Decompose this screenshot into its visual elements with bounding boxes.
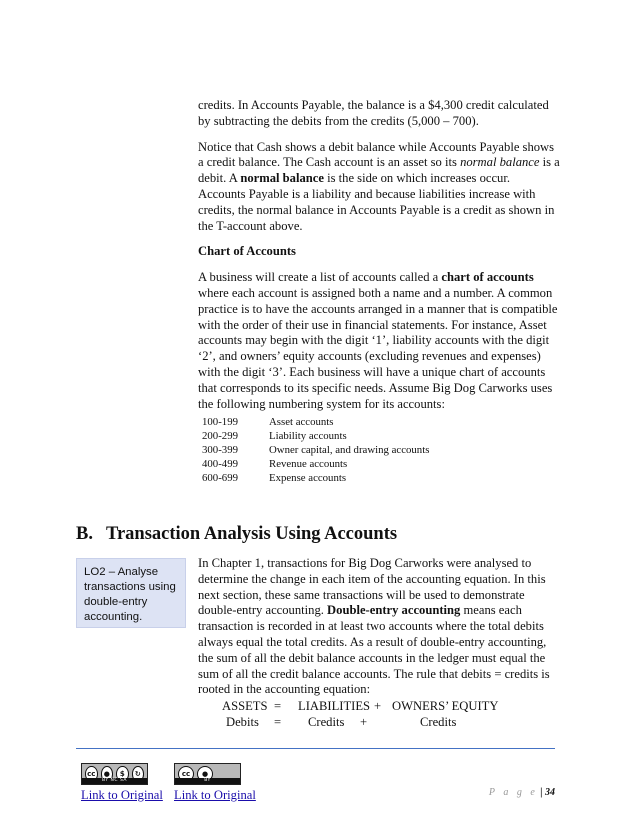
eq-owners-equity: OWNERS’ EQUITY [392, 699, 499, 713]
text-run: is the side on which increases occur. Accounts Payable is a liability and because liabilities increase with credits, the normal balance in Accounts Payable is a credit as shown in the T-account above. [198, 171, 555, 233]
cc-by-badge [174, 763, 241, 785]
person-icon: ● [101, 766, 114, 782]
table-row [202, 458, 429, 472]
account-name: Owner capital, and drawing accounts [269, 443, 430, 456]
account-range: 400-499 [202, 457, 238, 470]
page-number [489, 787, 555, 798]
italic-term: normal balance [460, 155, 540, 170]
main-text-column [198, 98, 560, 485]
section-letter: B. [76, 524, 93, 544]
table-row [202, 416, 429, 430]
paragraph-normal-balance [198, 140, 560, 235]
account-numbering-table [202, 416, 429, 485]
paragraph-chart-of-accounts [198, 270, 560, 412]
eq-debits: Debits [226, 715, 259, 729]
badge-label: BY NC SA [82, 778, 147, 784]
eq-credits: Credits [308, 715, 345, 729]
person-icon: ● [197, 766, 213, 782]
eq-plus: + [360, 715, 368, 729]
eq-equals: = [274, 699, 282, 713]
equation-row-sides [222, 715, 522, 731]
section-text-column [198, 556, 560, 708]
bold-term: chart of accounts [441, 270, 534, 285]
link-to-original-2[interactable]: Link to Original [174, 788, 256, 802]
chart-of-accounts-heading: Chart of Accounts [198, 244, 296, 259]
text-run: A business will create a list of accounts called a [198, 270, 442, 285]
account-range: 300-399 [202, 443, 238, 456]
badge-label: BY [175, 778, 240, 784]
account-name: Revenue accounts [269, 457, 348, 470]
paragraph-ap-balance: credits. In Accounts Payable, the balance is a $4,300 credit calculated by subtracting the debits from the credits (5,000 – 700). [198, 98, 549, 128]
page-separator: | [540, 787, 543, 798]
paragraph-double-entry [198, 556, 560, 698]
share-alike-icon: ↻ [132, 766, 145, 782]
eq-plus: + [374, 699, 382, 713]
text-run: means each transaction is recorded in at least two accounts where the total debits always equal the total credits. As a result of double-entry accounting, the sum of all the debit balance accounts in the ledger must equal the sum of all the credit balance accounts. The rule that debits = credits is rooted in the accounting equation: [198, 603, 550, 697]
cc-by-nc-sa-badge [81, 763, 148, 785]
eq-assets: ASSETS [222, 699, 268, 713]
footer-divider [76, 748, 555, 749]
noncommercial-icon: $ [116, 766, 129, 782]
eq-credits: Credits [420, 715, 457, 729]
page-label: P a g e [488, 787, 538, 798]
equation-row-terms [222, 699, 522, 715]
page-number-value: 34 [545, 787, 555, 798]
cc-icon: cc [178, 766, 194, 782]
eq-equals: = [274, 715, 282, 729]
text-run: Notice that Cash shows a debit balance while Accounts Payable shows a credit balance. The Cash account is an asset so its [198, 139, 555, 170]
accounting-equation [222, 699, 522, 731]
table-row [202, 430, 429, 444]
cc-icon: cc [85, 766, 98, 782]
eq-liabilities: LIABILITIES [298, 699, 371, 713]
table-row [202, 472, 429, 486]
account-range: 200-299 [202, 430, 238, 443]
text-run: In Chapter 1, transactions for Big Dog Carworks were analysed to determine the change in each item of the accounting equation. In this next section, these same transactions will be used to demonstrate double-entry accounting. [198, 556, 546, 618]
section-title: Transaction Analysis Using Accounts [106, 524, 398, 544]
section-heading [76, 524, 556, 545]
account-name: Liability accounts [269, 430, 347, 443]
link-to-original-1[interactable]: Link to Original [81, 788, 163, 802]
account-range: 600-699 [202, 471, 238, 484]
account-name: Expense accounts [269, 471, 347, 484]
account-name: Asset accounts [269, 416, 334, 429]
learning-objective-box: LO2 – Analyse transactions using double-entry accounting. [76, 558, 186, 628]
text-run: where each account is assigned both a name and a number. A common practice is to have the accounts arranged in a manner that is compatible with the order of their use in financial statements. For instance, Asset accounts may begin with the digit ‘1’, liability accounts with the digit ‘2’, and owners’ equity accounts (excluding revenues and expenses) with the digit ‘3’. Each business will have a unique chart of accounts that corresponds to its specific needs. Assume Big Dog Carworks uses the following numbering system for its accounts: [198, 285, 558, 411]
text-run: is a debit. A [198, 155, 560, 186]
bold-term: Double-entry accounting [327, 603, 461, 618]
table-row [202, 444, 429, 458]
bold-term: normal balance [240, 171, 324, 186]
account-range: 100-199 [202, 416, 238, 429]
